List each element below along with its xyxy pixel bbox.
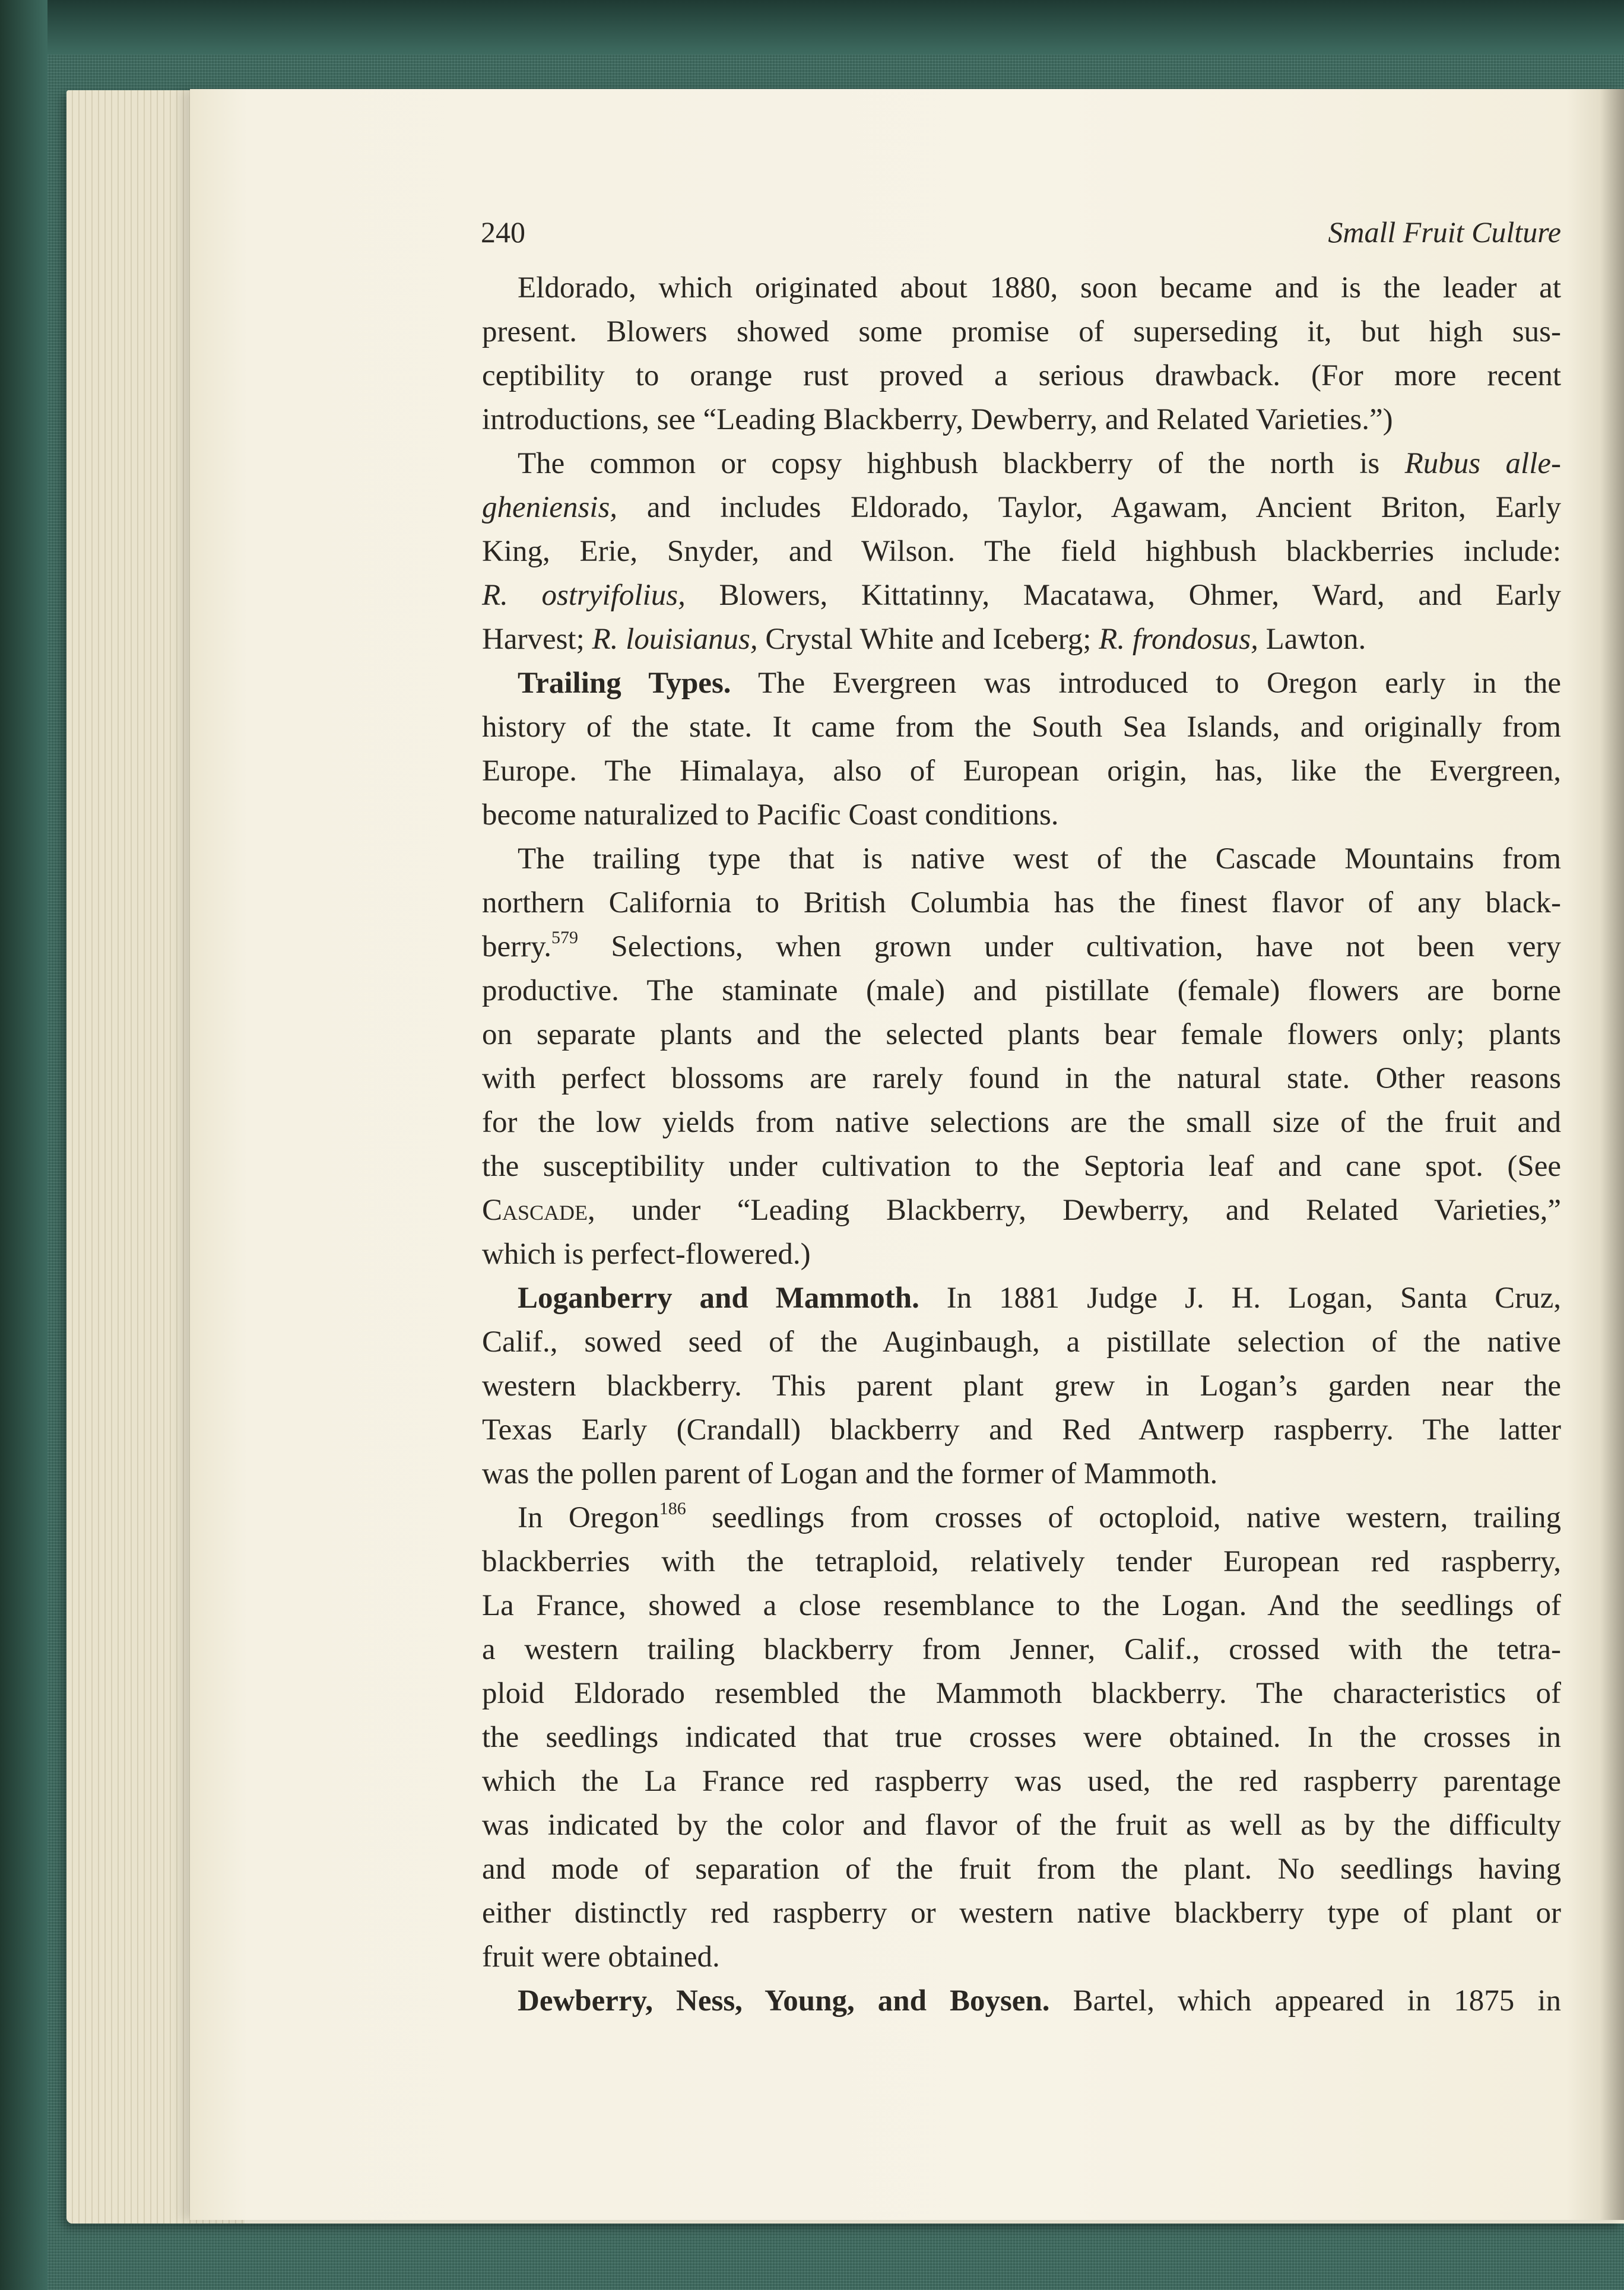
text-run: seedlings from crosses of octoploid, native western, trailing	[712, 1501, 1562, 1534]
text-line: ploid Eldorado resembled the Mammoth blackberry. The characteristics of	[482, 1677, 1561, 1710]
text-line: Europe. The Himalaya, also of European origin, has, like the Evergreen,	[482, 754, 1561, 788]
cover-left-edge	[0, 0, 47, 2290]
text-line: Eldorado, which originated about 1880, soon became and is the leader at	[518, 271, 1561, 305]
text-line: was indicated by the color and flavor of the fruit as well as by the difficulty	[482, 1809, 1561, 1842]
text-line: productive. The staminate (male) and pistillate (female) flowers are borne	[482, 974, 1561, 1007]
italic-run: R. louisianus,	[592, 623, 758, 656]
text-run: and includes Eldorado, Taylor, Agawam, Ancient Briton, Early	[646, 491, 1562, 524]
text-line	[482, 617, 1561, 661]
text-line	[482, 1276, 1561, 1320]
cover-top-edge	[0, 0, 1624, 55]
footnote-ref: 579	[551, 928, 579, 947]
italic-run: R. frondosus,	[1099, 623, 1258, 656]
text-run: In Oregon	[518, 1501, 659, 1534]
text-line	[482, 661, 1561, 705]
italic-run: gheniensis,	[482, 491, 618, 524]
text-run: Lawton.	[1265, 623, 1366, 656]
text-line: was the pollen parent of Logan and the former of Mammoth.	[482, 1457, 1218, 1490]
text-line: The trailing type that is native west of the Cascade Mountains from	[518, 842, 1561, 876]
text-line: Calif., sowed seed of the Auginbaugh, a pistillate selection of the native	[482, 1325, 1561, 1359]
small-caps-run: Cascade,	[482, 1194, 595, 1227]
text-line: become naturalized to Pacific Coast conditions.	[482, 798, 1059, 832]
text-line	[482, 1188, 1561, 1232]
paragraph	[482, 661, 1561, 837]
paragraph	[482, 1276, 1561, 1496]
text-run: The Evergreen was introduced to Oregon early in the	[758, 667, 1561, 700]
page-gutter-shadow	[1600, 89, 1624, 2220]
running-header	[481, 215, 1561, 256]
book-title: Small Fruit Culture	[1328, 215, 1561, 249]
text-line: for the low yields from native selections are the small size of the fruit and	[482, 1106, 1561, 1139]
text-run: In 1881 Judge J. H. Logan, Santa Cruz,	[946, 1282, 1561, 1315]
section-heading: Loganberry and Mammoth.	[518, 1282, 919, 1315]
text-line: with perfect blossoms are rarely found in the natural state. Other reasons	[482, 1062, 1561, 1095]
section-heading: Dewberry, Ness, Young, and Boysen.	[518, 1984, 1050, 2018]
text-run: Bartel, which appeared in 1875 in	[1073, 1984, 1561, 2018]
text-line	[482, 573, 1561, 617]
text-line	[482, 925, 1561, 969]
text-line: history of the state. It came from the South Sea Islands, and originally from	[482, 711, 1561, 744]
text-line: either distinctly red raspberry or western native blackberry type of plant or	[482, 1896, 1561, 1930]
text-line: a western trailing blackberry from Jenner, Calif., crossed with the tetra-	[482, 1633, 1561, 1666]
paragraph	[482, 266, 1561, 442]
italic-run: R. ostryifolius,	[482, 579, 686, 612]
text-line	[482, 486, 1561, 529]
text-line	[482, 442, 1561, 486]
paragraph	[482, 1979, 1561, 2023]
text-run: berry.	[482, 930, 552, 963]
text-line: blackberries with the tetraploid, relatively tender European red raspberry,	[482, 1545, 1561, 1578]
text-line: the seedlings indicated that true crosses were obtained. In the crosses in	[482, 1721, 1561, 1754]
body-text	[482, 266, 1561, 2023]
text-line: La France, showed a close resemblance to the Logan. And the seedlings of	[482, 1589, 1561, 1622]
section-heading: Trailing Types.	[518, 667, 731, 700]
text-line: King, Erie, Snyder, and Wilson. The field highbush blackberries include:	[482, 535, 1561, 568]
text-line: Texas Early (Crandall) blackberry and Red Antwerp raspberry. The latter	[482, 1413, 1561, 1447]
text-line: which the La France red raspberry was used, the red raspberry parentage	[482, 1765, 1561, 1798]
text-run: under “Leading Blackberry, Dewberry, and Related Varieties,”	[632, 1194, 1561, 1227]
text-line: western blackberry. This parent plant grew in Logan’s garden near the	[482, 1369, 1561, 1403]
text-line: present. Blowers showed some promise of superseding it, but high sus-	[482, 315, 1561, 348]
text-run: Blowers, Kittatinny, Macatawa, Ohmer, Ward, and Early	[719, 579, 1562, 612]
text-line: on separate plants and the selected plants bear female flowers only; plants	[482, 1018, 1561, 1051]
paragraph	[482, 1496, 1561, 1979]
text-run: Selections, when grown under cultivation, have not been very	[611, 930, 1562, 963]
text-run: Crystal White and Iceberg;	[765, 623, 1092, 656]
text-line: introductions, see “Leading Blackberry, Dewberry, and Related Varieties.”)	[482, 403, 1393, 436]
paragraph	[482, 442, 1561, 661]
text-line	[482, 1496, 1561, 1540]
paragraph	[482, 837, 1561, 1276]
italic-run: Rubus alle-	[1404, 447, 1561, 480]
text-line: fruit were obtained.	[482, 1940, 720, 1974]
text-line: ceptibility to orange rust proved a serious drawback. (For more recent	[482, 359, 1561, 392]
text-line: northern California to British Columbia has the finest flavor of any black-	[482, 886, 1561, 919]
text-run: Harvest;	[482, 623, 585, 656]
footnote-ref: 186	[659, 1499, 686, 1518]
text-line: which is perfect-flowered.)	[482, 1238, 811, 1271]
page-number: 240	[481, 215, 525, 249]
text-line: the susceptibility under cultivation to the Septoria leaf and cane spot. (See	[482, 1150, 1561, 1183]
text-line	[482, 1979, 1561, 2023]
text-run: The common or copsy highbush blackberry of the north is	[518, 447, 1380, 480]
text-line: and mode of separation of the fruit from the plant. No seedlings having	[482, 1853, 1561, 1886]
